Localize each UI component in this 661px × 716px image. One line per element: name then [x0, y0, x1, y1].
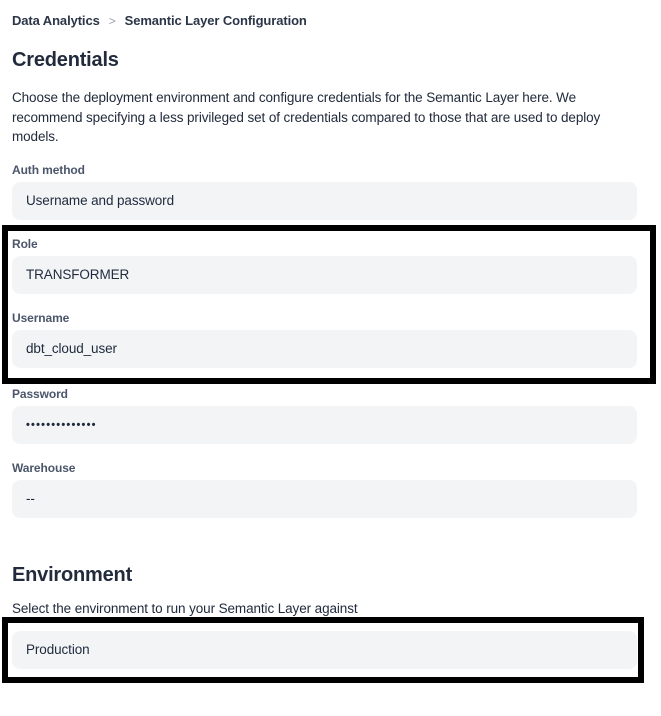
environment-select[interactable]: Production [12, 631, 637, 669]
role-field-group [12, 237, 637, 294]
credentials-section-title: Credentials [12, 49, 119, 71]
warehouse-field-group [12, 461, 637, 518]
breadcrumb-item-semantic-layer-configuration: Semantic Layer Configuration [124, 13, 307, 28]
annotation-box-role-username [2, 225, 656, 384]
password-input[interactable]: •••••••••••••• [12, 406, 637, 444]
annotation-box-environment [2, 617, 644, 683]
breadcrumb-item-data-analytics[interactable]: Data Analytics [12, 13, 100, 28]
role-input[interactable]: TRANSFORMER [12, 256, 637, 294]
password-field-group [12, 387, 637, 444]
auth-method-select[interactable]: Username and password [12, 182, 637, 220]
role-label: Role [12, 236, 38, 251]
environment-section-title: Environment [12, 563, 133, 586]
warehouse-input[interactable]: -- [12, 480, 637, 518]
warehouse-label: Warehouse [12, 460, 76, 475]
username-field-group [12, 311, 637, 368]
breadcrumb [12, 13, 637, 28]
chevron-right-icon: > [108, 13, 116, 28]
auth-method-field-group [12, 163, 637, 220]
password-label: Password [12, 386, 68, 401]
auth-method-label: Auth method [12, 162, 85, 177]
credentials-description: Choose the deployment environment and configure credentials for the Semantic Layer here. We recommend specifying a less privileged set of credentials compared to those that are used to deploy models. [12, 90, 601, 144]
username-input[interactable]: dbt_cloud_user [12, 330, 637, 368]
environment-description: Select the environment to run your Semantic Layer against [12, 600, 358, 616]
username-label: Username [12, 310, 70, 325]
